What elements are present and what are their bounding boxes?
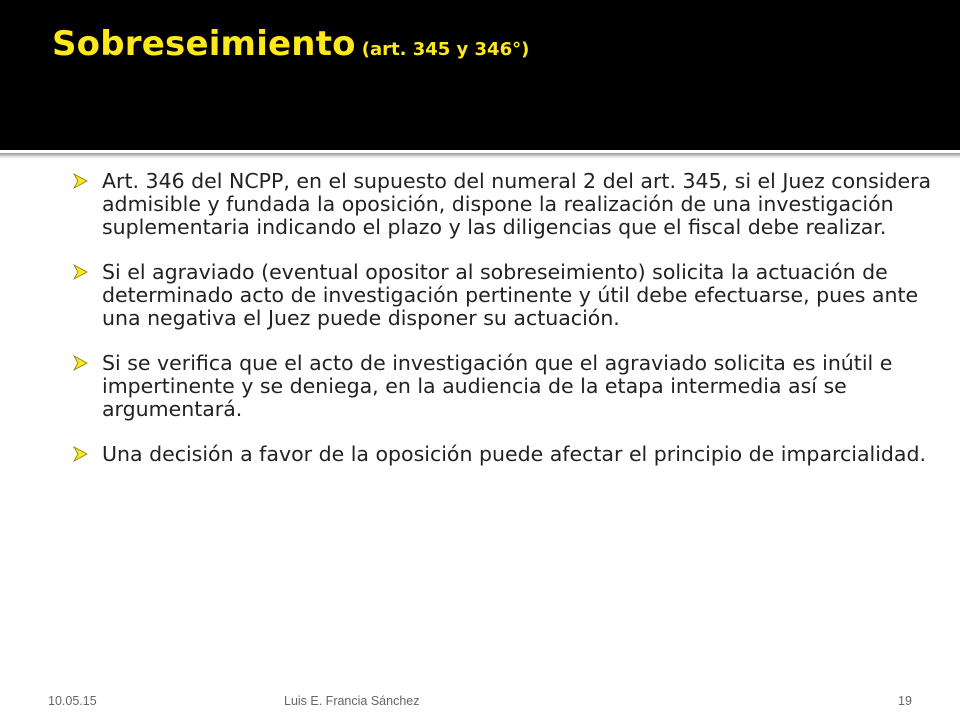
bullet-text: Art. 346 del NCPP, en el supuesto del numeral 2 del art. 345, si el Juez considera admisible y fundada la oposición, dispone la realización de una investigación suplementaria indicando el plazo y las diligencias que el fiscal debe realizar.	[102, 169, 932, 239]
arrowhead-bullet-icon	[72, 355, 88, 371]
bullet-item	[72, 261, 944, 330]
footer-author: Luis E. Francia Sánchez	[284, 694, 420, 708]
header-divider	[0, 150, 960, 158]
arrowhead-bullet-icon	[72, 446, 88, 462]
bullet-item	[72, 443, 944, 466]
slide-header	[0, 0, 960, 150]
slide-title	[52, 24, 529, 64]
bullet-text: Una decisión a favor de la oposición puede afectar el principio de imparcialidad.	[102, 442, 927, 466]
footer-page-number: 19	[898, 694, 912, 708]
slide-body	[0, 158, 960, 720]
bullet-text: Si se verifica que el acto de investigación que el agraviado solicita es inútil e impertinente y se deniega, en la audiencia de la etapa intermedia así se argumentará.	[102, 351, 893, 421]
footer-date: 10.05.15	[48, 694, 97, 708]
bullet-text: Si el agraviado (eventual opositor al sobreseimiento) solicita la actuación de determinado acto de investigación pertinente y útil debe efectuarse, pues ante una negativa el Juez puede disponer su actuación.	[102, 260, 919, 330]
bullet-item	[72, 352, 944, 421]
arrowhead-bullet-icon	[72, 173, 88, 189]
title-subtitle: (art. 345 y 346°)	[361, 39, 530, 60]
bullet-item	[72, 170, 944, 239]
bullet-list	[72, 170, 944, 488]
arrowhead-bullet-icon	[72, 264, 88, 280]
title-main: Sobreseimiento	[52, 24, 356, 64]
